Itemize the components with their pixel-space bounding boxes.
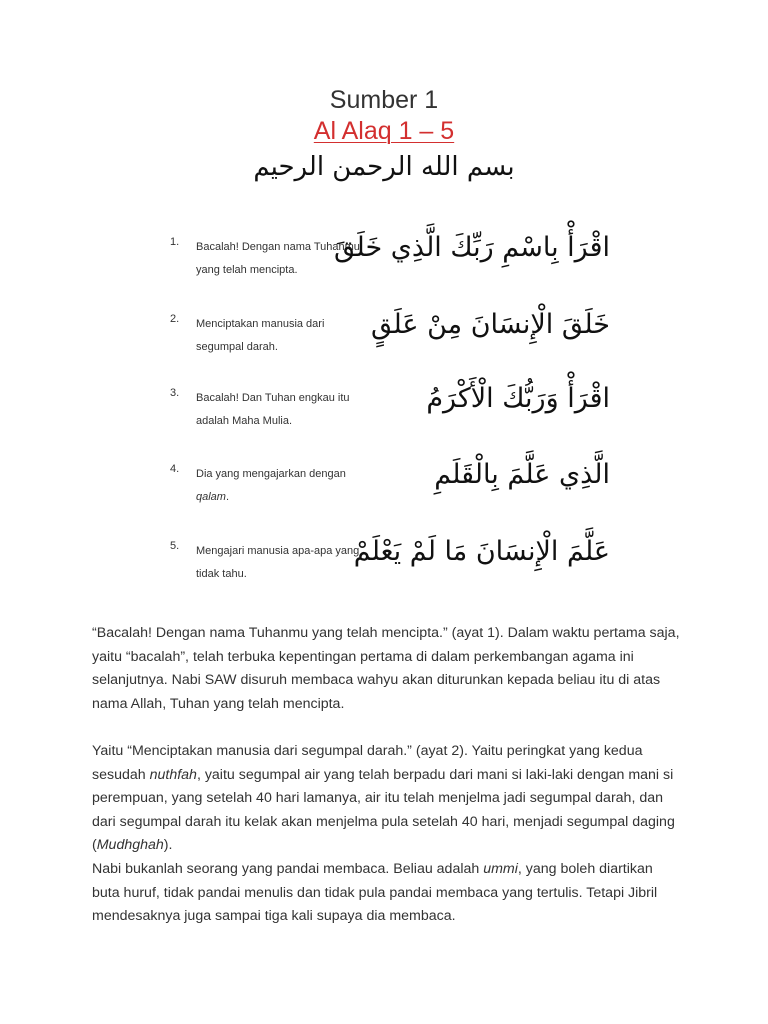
- page-title: Sumber 1: [329, 86, 439, 114]
- italic-term: Mudhghah: [96, 837, 164, 854]
- translation-line: segumpal darah.: [196, 341, 278, 353]
- text-run: , yaitu segumpal air yang telah berpadu dari mani si laki-laki dengan mani si perempuan, yang setelah 40 hari lamanya, air itu telah menjelma jadi segumpal darah, dan dari segumpal darah itu kelak akan menjelma pula setelah 40 hari, menjadi segumpal daging (: [92, 766, 675, 854]
- translation-line: [196, 491, 229, 503]
- italic-term: qalam: [196, 491, 226, 503]
- translation-line: adalah Maha Mulia.: [196, 415, 293, 427]
- verse-arabic: الَّذِي عَلَّمَ بِالْقَلَمِ: [434, 459, 610, 490]
- punctuation: .: [225, 491, 230, 503]
- verse-arabic: اقْرَأْ وَرَبُّكَ الْأَكْرَمُ: [426, 383, 610, 414]
- verse-arabic: خَلَقَ الْإِنسَانَ مِنْ عَلَقٍ: [370, 309, 610, 340]
- verse-row: [170, 536, 610, 600]
- verse-row: [170, 309, 610, 373]
- text-run: ).: [163, 837, 173, 854]
- text-run: Yaitu “Menciptakan manusia dari segumpal darah.” (ayat 2). Yaitu peringkat yang kedua sesudah: [92, 742, 643, 783]
- translation-line: Menciptakan manusia dari: [196, 318, 325, 330]
- text-run: Nabi bukanlah seorang yang pandai membaca. Beliau adalah: [92, 860, 484, 877]
- verse-number: 1.: [170, 236, 180, 248]
- verse-translation: [196, 463, 386, 509]
- translation-line: yang telah mencipta.: [196, 264, 298, 276]
- verse-translation: [196, 387, 386, 433]
- body-text: [92, 622, 682, 929]
- translation-line: Bacalah! Dengan nama Tuhanmu: [196, 241, 360, 253]
- translation-line: Mengajari manusia apa-apa yang: [196, 545, 360, 557]
- basmala: بسم الله الرحمن الرحيم: [253, 152, 515, 182]
- verse-number: 2.: [170, 313, 180, 325]
- italic-term: nuthfah: [149, 766, 197, 783]
- verse-row: [170, 459, 610, 523]
- translation-line: Bacalah! Dan Tuhan engkau itu: [196, 392, 350, 404]
- verse-arabic: اقْرَأْ بِاسْمِ رَبِّكَ الَّذِي خَلَقَ: [334, 232, 610, 263]
- verse-row: [170, 383, 610, 447]
- verse-translation: [196, 313, 386, 359]
- verse-number: 4.: [170, 463, 180, 475]
- translation-line: Dia yang mengajarkan dengan: [196, 468, 346, 480]
- paragraph-2: [92, 740, 682, 858]
- text-run: , yang boleh diartikan buta huruf, tidak pandai menulis dan tidak pula pandai membaca yang tertulis. Tetapi Jibril mendesaknya juga sampai tiga kali supaya dia membaca.: [92, 860, 658, 925]
- italic-term: ummi: [483, 860, 518, 877]
- translation-line: tidak tahu.: [196, 568, 247, 580]
- verse-number: 3.: [170, 387, 180, 399]
- paragraph-1: “Bacalah! Dengan nama Tuhanmu yang telah mencipta.” (ayat 1). Dalam waktu pertama saja, yaitu “bacalah”, telah terbuka kepentingan pertama di dalam perkembangan agama ini selanjutnya. Nabi SAW disuruh membaca wahyu akan diturunkan kepada beliau itu di atas nama Allah, Tuhan yang telah mencipta.: [92, 625, 680, 712]
- verse-row: [170, 232, 610, 296]
- page-subtitle: Al Alaq 1 – 5: [313, 117, 455, 145]
- paragraph-3: [92, 858, 682, 929]
- verse-arabic: عَلَّمَ الْإِنسَانَ مَا لَمْ يَعْلَمْ: [353, 536, 610, 567]
- verse-number: 5.: [170, 540, 180, 552]
